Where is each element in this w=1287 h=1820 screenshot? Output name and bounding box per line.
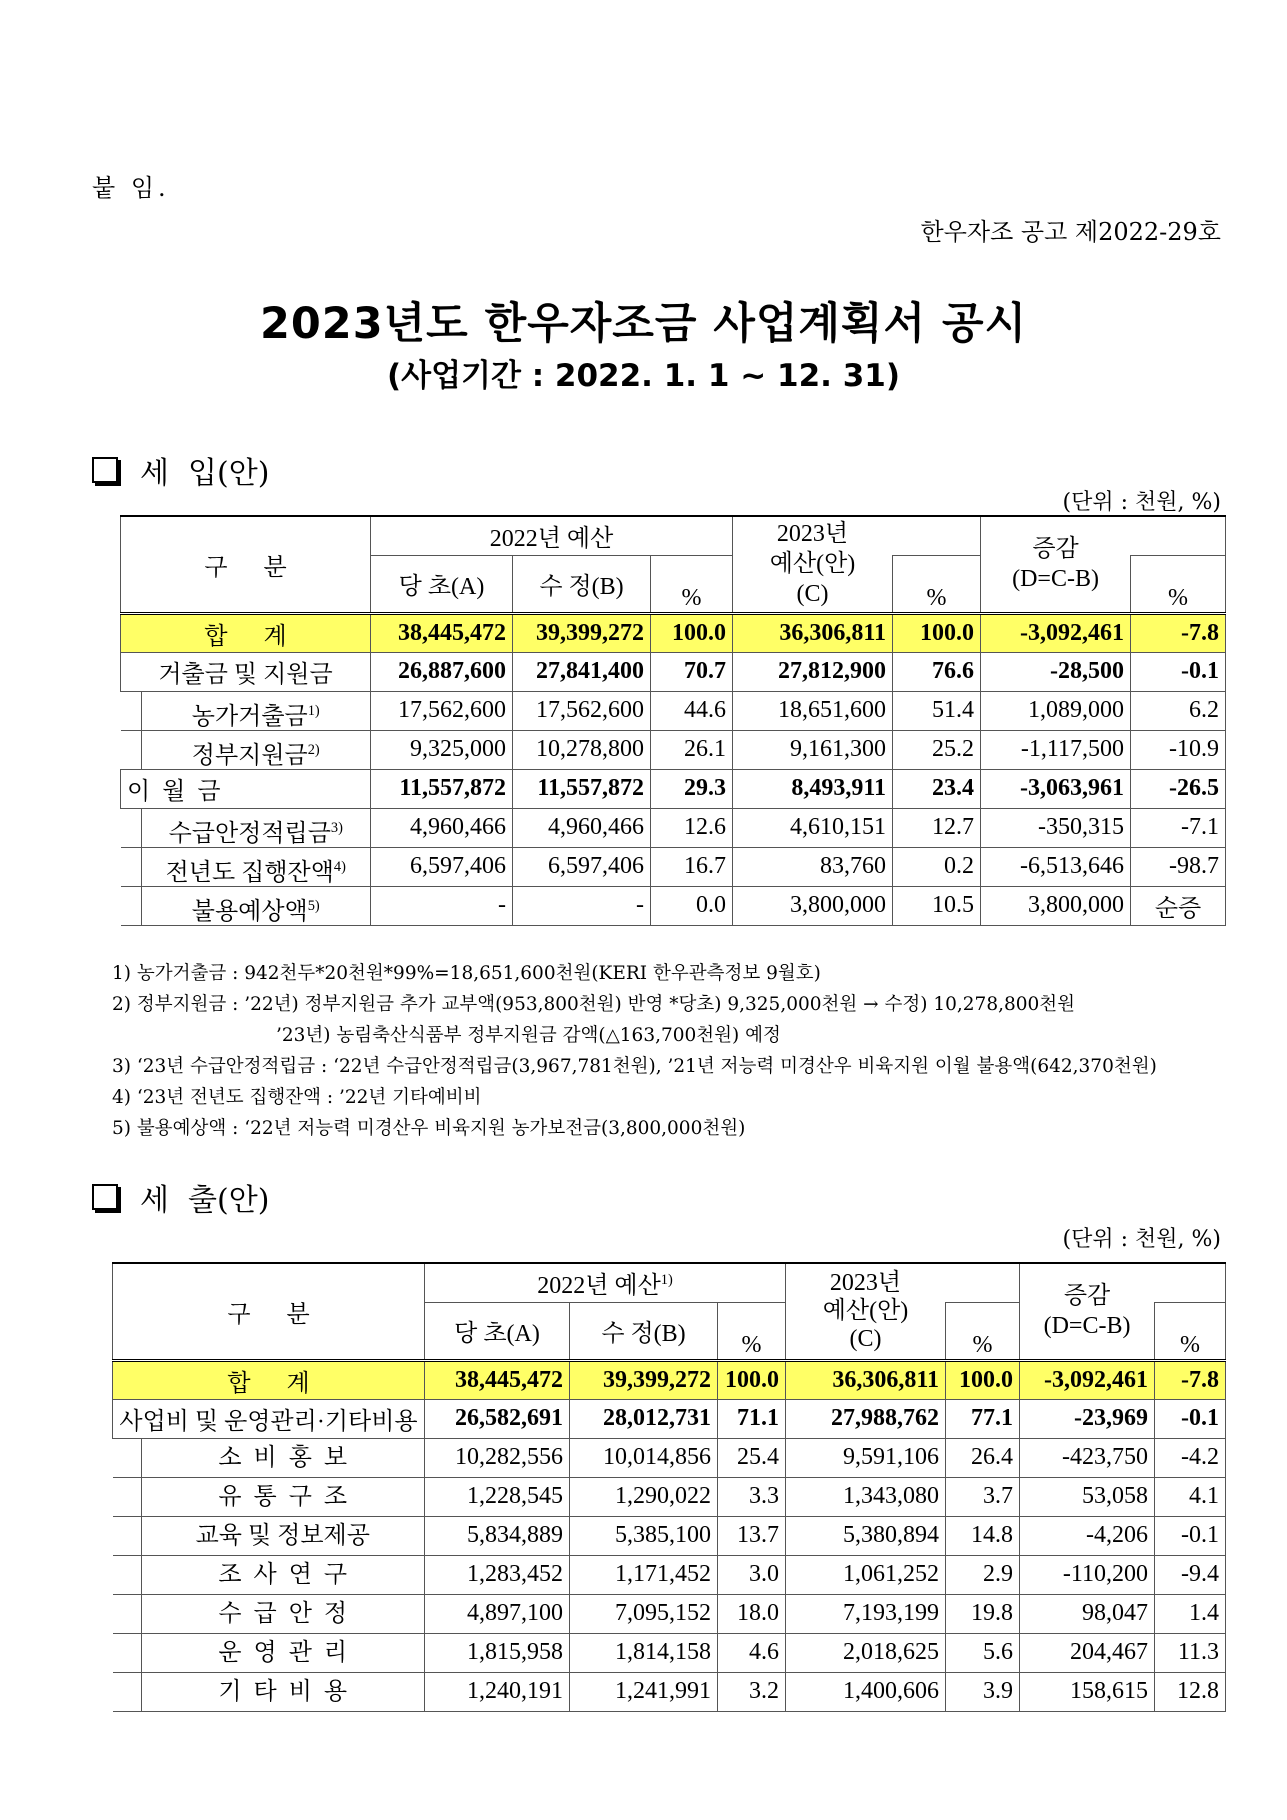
revenue-table (120, 515, 1226, 926)
cell-d: 53,058 (1020, 1477, 1155, 1516)
table-row (121, 808, 1226, 847)
header-revised: 수 정(B) (570, 1302, 718, 1360)
cell-a: 10,282,556 (425, 1438, 570, 1477)
header-budget2022: 2022년 예산 (371, 516, 733, 555)
row-label: 운 영 관 리 (113, 1633, 425, 1672)
cell-c: 27,988,762 (786, 1399, 946, 1438)
cell-p1: 13.7 (718, 1516, 786, 1555)
header-original: 당 초(A) (371, 555, 513, 613)
table-row (113, 1399, 1226, 1438)
table-row (113, 1360, 1226, 1399)
table-row (121, 730, 1226, 769)
header-budget2023: 2023년 예산(안) (C) (786, 1263, 946, 1360)
cell-d: -4,206 (1020, 1516, 1155, 1555)
row-label: 불용예상액$^{5)}$ (121, 886, 371, 925)
cell-p3: 1.4 (1155, 1594, 1226, 1633)
cell-b: 1,814,158 (570, 1633, 718, 1672)
expenditure-heading (92, 1175, 269, 1219)
cell-a: 26,582,691 (425, 1399, 570, 1438)
revenue-heading (92, 448, 269, 492)
cell-p2: 100.0 (893, 613, 981, 652)
cell-a: 26,887,600 (371, 652, 513, 691)
cell-p2: 12.7 (893, 808, 981, 847)
row-label: 교육 및 정보제공 (113, 1516, 425, 1555)
table-row (121, 886, 1226, 925)
checkbox-square-icon (92, 1184, 118, 1210)
header-budget2023: 2023년 예산(안) (C) (733, 516, 893, 613)
note-2-cont: ’23년) 농림축산식품부 정부지원금 감액(△163,700천원) 예정 (276, 1025, 781, 1046)
row-label: 합 계 (113, 1360, 425, 1399)
cell-p1: 16.7 (651, 847, 733, 886)
cell-p1: 12.6 (651, 808, 733, 847)
header-pct: % (1131, 555, 1226, 613)
row-label: 조 사 연 구 (113, 1555, 425, 1594)
cell-p3: -26.5 (1131, 769, 1226, 808)
cell-p2: 76.6 (893, 652, 981, 691)
cell-p2: 25.2 (893, 730, 981, 769)
cell-b: 10,014,856 (570, 1438, 718, 1477)
row-label: 이 월 금 (121, 769, 371, 808)
cell-a: 5,834,889 (425, 1516, 570, 1555)
cell-c: 5,380,894 (786, 1516, 946, 1555)
table-row (113, 1438, 1226, 1477)
cell-b: 4,960,466 (513, 808, 651, 847)
header-pct: % (651, 555, 733, 613)
cell-p3: -0.1 (1131, 652, 1226, 691)
row-label: 수 급 안 정 (113, 1594, 425, 1633)
table-row (113, 1633, 1226, 1672)
row-label: 유 통 구 조 (113, 1477, 425, 1516)
cell-d: 204,467 (1020, 1633, 1155, 1672)
cell-p3: 순증 (1131, 886, 1226, 925)
cell-a: 4,897,100 (425, 1594, 570, 1633)
cell-d: -423,750 (1020, 1438, 1155, 1477)
cell-b: 5,385,100 (570, 1516, 718, 1555)
cell-d: 3,800,000 (981, 886, 1131, 925)
header-revised: 수 정(B) (513, 555, 651, 613)
cell-p2: 26.4 (946, 1438, 1020, 1477)
cell-p2: 5.6 (946, 1633, 1020, 1672)
cell-a: 1,240,191 (425, 1672, 570, 1711)
cell-p1: 100.0 (718, 1360, 786, 1399)
cell-p3: -7.8 (1155, 1360, 1226, 1399)
cell-p2: 3.9 (946, 1672, 1020, 1711)
cell-p1: 3.2 (718, 1672, 786, 1711)
table-row (113, 1594, 1226, 1633)
cell-d: -3,092,461 (981, 613, 1131, 652)
note-5: 5) 불용예상액 : ‘22년 저능력 미경산우 비육지원 농가보전금(3,800,000천원) (112, 1118, 746, 1139)
cell-a: - (371, 886, 513, 925)
header-empty (1131, 516, 1226, 555)
cell-p1: 25.4 (718, 1438, 786, 1477)
cell-p2: 51.4 (893, 691, 981, 730)
checkbox-square-icon (92, 457, 118, 483)
cell-c: 1,400,606 (786, 1672, 946, 1711)
row-label: 기 타 비 용 (113, 1672, 425, 1711)
cell-c: 36,306,811 (733, 613, 893, 652)
cell-b: 11,557,872 (513, 769, 651, 808)
cell-p1: 71.1 (718, 1399, 786, 1438)
header-budget2022: 2022년 예산$^{1)}$ (425, 1263, 786, 1302)
row-label: 정부지원금$^{2)}$ (121, 730, 371, 769)
cell-p2: 3.7 (946, 1477, 1020, 1516)
cell-p3: -0.1 (1155, 1516, 1226, 1555)
cell-c: 1,343,080 (786, 1477, 946, 1516)
row-label: 사업비 및 운영관리·기타비용 (113, 1399, 425, 1438)
header-pct: % (1155, 1302, 1226, 1360)
cell-p3: 11.3 (1155, 1633, 1226, 1672)
cell-c: 4,610,151 (733, 808, 893, 847)
cell-p3: -9.4 (1155, 1555, 1226, 1594)
cell-d: -110,200 (1020, 1555, 1155, 1594)
cell-a: 4,960,466 (371, 808, 513, 847)
cell-d: -350,315 (981, 808, 1131, 847)
cell-d: 1,089,000 (981, 691, 1131, 730)
cell-p2: 2.9 (946, 1555, 1020, 1594)
cell-c: 9,161,300 (733, 730, 893, 769)
cell-p1: 3.3 (718, 1477, 786, 1516)
cell-b: 1,171,452 (570, 1555, 718, 1594)
notice-number: 한우자조 공고 제2022-29호 (920, 218, 1221, 246)
header-pct: % (718, 1302, 786, 1360)
cell-c: 9,591,106 (786, 1438, 946, 1477)
cell-c: 18,651,600 (733, 691, 893, 730)
cell-d: -3,092,461 (1020, 1360, 1155, 1399)
cell-p3: -7.1 (1131, 808, 1226, 847)
cell-p1: 3.0 (718, 1555, 786, 1594)
row-label: 전년도 집행잔액$^{4)}$ (121, 847, 371, 886)
cell-b: 28,012,731 (570, 1399, 718, 1438)
page-title: 2023년도 한우자조금 사업계획서 공시 (259, 299, 1028, 349)
table-row (121, 769, 1226, 808)
cell-c: 7,193,199 (786, 1594, 946, 1633)
header-category: 구 분 (121, 516, 371, 613)
header-empty (893, 516, 981, 555)
cell-a: 6,597,406 (371, 847, 513, 886)
table-row (121, 613, 1226, 652)
cell-a: 1,228,545 (425, 1477, 570, 1516)
cell-p3: 12.8 (1155, 1672, 1226, 1711)
table-row (121, 652, 1226, 691)
row-label: 소 비 홍 보 (113, 1438, 425, 1477)
note-3: 3) ‘23년 수급안정적립금 : ‘22년 수급안정적립금(3,967,781천원), ’21년 저능력 미경산우 비육지원 이월 불용액(642,370천원) (112, 1056, 1157, 1077)
cell-a: 38,445,472 (425, 1360, 570, 1399)
cell-d: 158,615 (1020, 1672, 1155, 1711)
revenue-unit: (단위 : 천원, %) (1062, 490, 1221, 515)
row-label: 농가거출금$^{1)}$ (121, 691, 371, 730)
header-change: 증감 (D=C-B) (1020, 1263, 1155, 1360)
cell-d: -6,513,646 (981, 847, 1131, 886)
page-subtitle: (사업기간 : 2022. 1. 1 ~ 12. 31) (386, 358, 901, 394)
cell-a: 17,562,600 (371, 691, 513, 730)
note-1: 1) 농가거출금 : 942천두*20천원*99%=18,651,600천원(KERI 한우관측정보 9월호) (112, 963, 821, 984)
table-row (113, 1516, 1226, 1555)
cell-b: 6,597,406 (513, 847, 651, 886)
cell-p1: 0.0 (651, 886, 733, 925)
header-category: 구 분 (113, 1263, 425, 1360)
cell-d: -1,117,500 (981, 730, 1131, 769)
cell-a: 1,815,958 (425, 1633, 570, 1672)
cell-a: 9,325,000 (371, 730, 513, 769)
cell-p1: 4.6 (718, 1633, 786, 1672)
cell-b: 7,095,152 (570, 1594, 718, 1633)
header-pct: % (946, 1302, 1020, 1360)
table-row (121, 691, 1226, 730)
cell-c: 36,306,811 (786, 1360, 946, 1399)
note-2: 2) 정부지원금 : ’22년) 정부지원금 추가 교부액(953,800천원) 반영 *당초) 9,325,000천원 → 수정) 10,278,800천원 (112, 994, 1076, 1015)
attachment-label: 붙 임. (92, 174, 170, 202)
cell-p1: 44.6 (651, 691, 733, 730)
row-label: 합 계 (121, 613, 371, 652)
cell-b: 1,241,991 (570, 1672, 718, 1711)
cell-p2: 0.2 (893, 847, 981, 886)
cell-p3: -0.1 (1155, 1399, 1226, 1438)
cell-c: 27,812,900 (733, 652, 893, 691)
expenditure-table (112, 1262, 1226, 1712)
cell-c: 3,800,000 (733, 886, 893, 925)
cell-p2: 100.0 (946, 1360, 1020, 1399)
cell-p2: 23.4 (893, 769, 981, 808)
cell-p1: 29.3 (651, 769, 733, 808)
cell-b: 27,841,400 (513, 652, 651, 691)
table-row (113, 1672, 1226, 1711)
revenue-heading-text: 세 입(안) (140, 456, 270, 491)
cell-d: -28,500 (981, 652, 1131, 691)
cell-p2: 10.5 (893, 886, 981, 925)
note-4: 4) ‘23년 전년도 집행잔액 : ’22년 기타예비비 (112, 1087, 482, 1108)
header-pct: % (893, 555, 981, 613)
table-row (121, 847, 1226, 886)
cell-p2: 19.8 (946, 1594, 1020, 1633)
cell-p1: 26.1 (651, 730, 733, 769)
cell-p3: -4.2 (1155, 1438, 1226, 1477)
cell-p3: 6.2 (1131, 691, 1226, 730)
cell-d: -3,063,961 (981, 769, 1131, 808)
cell-p1: 18.0 (718, 1594, 786, 1633)
cell-c: 2,018,625 (786, 1633, 946, 1672)
cell-b: 39,399,272 (513, 613, 651, 652)
header-original: 당 초(A) (425, 1302, 570, 1360)
cell-b: - (513, 886, 651, 925)
cell-b: 17,562,600 (513, 691, 651, 730)
cell-c: 8,493,911 (733, 769, 893, 808)
revenue-notes (112, 958, 1157, 1144)
cell-a: 11,557,872 (371, 769, 513, 808)
cell-p1: 70.7 (651, 652, 733, 691)
cell-p2: 14.8 (946, 1516, 1020, 1555)
header-change: 증감 (D=C-B) (981, 516, 1131, 613)
cell-p3: -98.7 (1131, 847, 1226, 886)
cell-p3: 4.1 (1155, 1477, 1226, 1516)
expenditure-heading-text: 세 출(안) (140, 1183, 270, 1218)
cell-b: 10,278,800 (513, 730, 651, 769)
header-empty (1155, 1263, 1226, 1302)
header-empty (946, 1263, 1020, 1302)
row-label: 수급안정적립금$^{3)}$ (121, 808, 371, 847)
expenditure-unit: (단위 : 천원, %) (1062, 1227, 1221, 1252)
cell-a: 1,283,452 (425, 1555, 570, 1594)
table-row (113, 1555, 1226, 1594)
cell-p3: -7.8 (1131, 613, 1226, 652)
cell-d: -23,969 (1020, 1399, 1155, 1438)
cell-c: 1,061,252 (786, 1555, 946, 1594)
table-row (113, 1477, 1226, 1516)
cell-p2: 77.1 (946, 1399, 1020, 1438)
cell-b: 1,290,022 (570, 1477, 718, 1516)
cell-d: 98,047 (1020, 1594, 1155, 1633)
cell-a: 38,445,472 (371, 613, 513, 652)
row-label: 거출금 및 지원금 (121, 652, 371, 691)
cell-b: 39,399,272 (570, 1360, 718, 1399)
cell-p3: -10.9 (1131, 730, 1226, 769)
cell-c: 83,760 (733, 847, 893, 886)
cell-p1: 100.0 (651, 613, 733, 652)
